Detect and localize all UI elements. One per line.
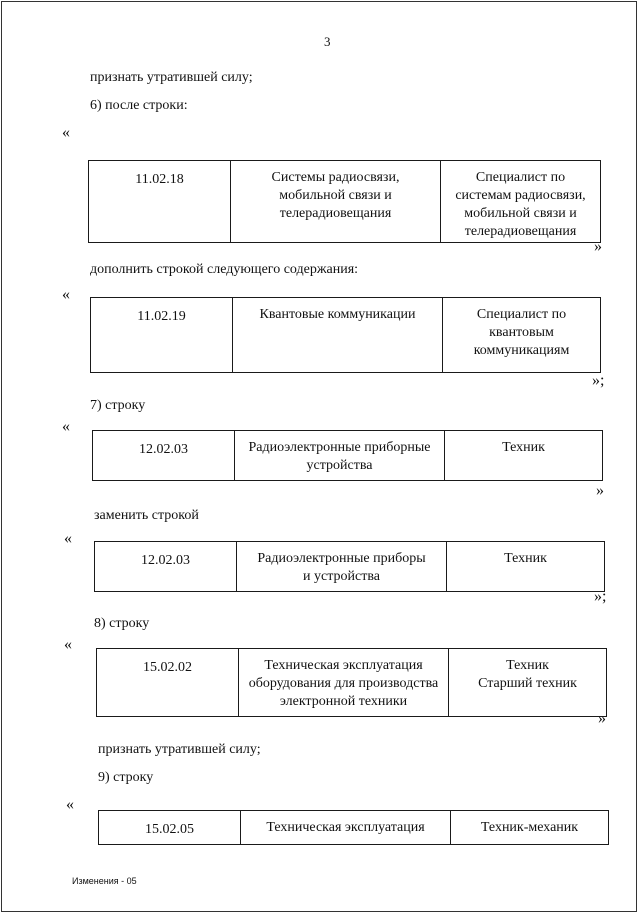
quote-open-1: «	[62, 124, 70, 141]
paragraph-replace: заменить строкой	[94, 508, 199, 523]
paragraph-item-8: 8) строку	[94, 616, 150, 631]
paragraph-item-6: 6) после строки:	[90, 98, 188, 113]
table-row-11-02-18	[88, 160, 601, 243]
quote-close-semicolon-2: »;	[592, 372, 605, 389]
quote-close-1: »	[594, 238, 602, 255]
paragraph-invalidate-1: признать утратившей силу;	[90, 70, 253, 85]
quote-open-3: «	[62, 418, 70, 435]
code-cell: 12.02.03	[95, 542, 237, 592]
quote-open-6: «	[66, 796, 74, 813]
code-cell: 11.02.18	[89, 161, 231, 243]
program-name-cell: Системы радиосвязи, мобильной связи и телерадиовещания	[231, 161, 441, 243]
code-cell: 15.02.05	[99, 811, 241, 845]
quote-close-5: »	[598, 710, 606, 727]
quote-open-2: «	[62, 286, 70, 303]
program-name-cell: Радиоэлектронные приборные устройства	[235, 431, 445, 481]
code-cell: 11.02.19	[91, 298, 233, 373]
quote-close-3: »	[596, 482, 604, 499]
code-cell: 15.02.02	[97, 649, 239, 717]
quote-open-4: «	[64, 530, 72, 547]
paragraph-add-row: дополнить строкой следующего содержания:	[90, 262, 359, 277]
table-row-15-02-02	[96, 648, 607, 717]
qualification-cell: Техник Старший техник	[449, 649, 607, 717]
page-number: 3	[324, 34, 331, 49]
program-name-cell: Квантовые коммуникации	[233, 298, 443, 373]
paragraph-item-9: 9) строку	[98, 770, 154, 785]
program-name-cell: Радиоэлектронные приборы и устройства	[237, 542, 447, 592]
qualification-cell: Специалист по системам радиосвязи, мобильной связи и телерадиовещания	[441, 161, 601, 243]
quote-open-5: «	[64, 636, 72, 653]
quote-close-semicolon-4: »;	[594, 588, 607, 605]
table-row-12-02-03-new	[94, 541, 605, 592]
qualification-cell: Техник	[447, 542, 605, 592]
table-row-15-02-05	[98, 810, 609, 845]
qualification-cell: Техник	[445, 431, 603, 481]
code-cell: 12.02.03	[93, 431, 235, 481]
table-row-12-02-03-old	[92, 430, 603, 481]
table-row-11-02-19	[90, 297, 601, 373]
footer-revision: Изменения - 05	[72, 876, 137, 886]
qualification-cell: Техник-механик	[451, 811, 609, 845]
program-name-cell: Техническая эксплуатация	[241, 811, 451, 845]
paragraph-item-7: 7) строку	[90, 398, 146, 413]
program-name-cell: Техническая эксплуатация оборудования для производства электронной техники	[239, 649, 449, 717]
paragraph-invalidate-2: признать утратившей силу;	[98, 742, 261, 757]
qualification-cell: Специалист по квантовым коммуникациям	[443, 298, 601, 373]
